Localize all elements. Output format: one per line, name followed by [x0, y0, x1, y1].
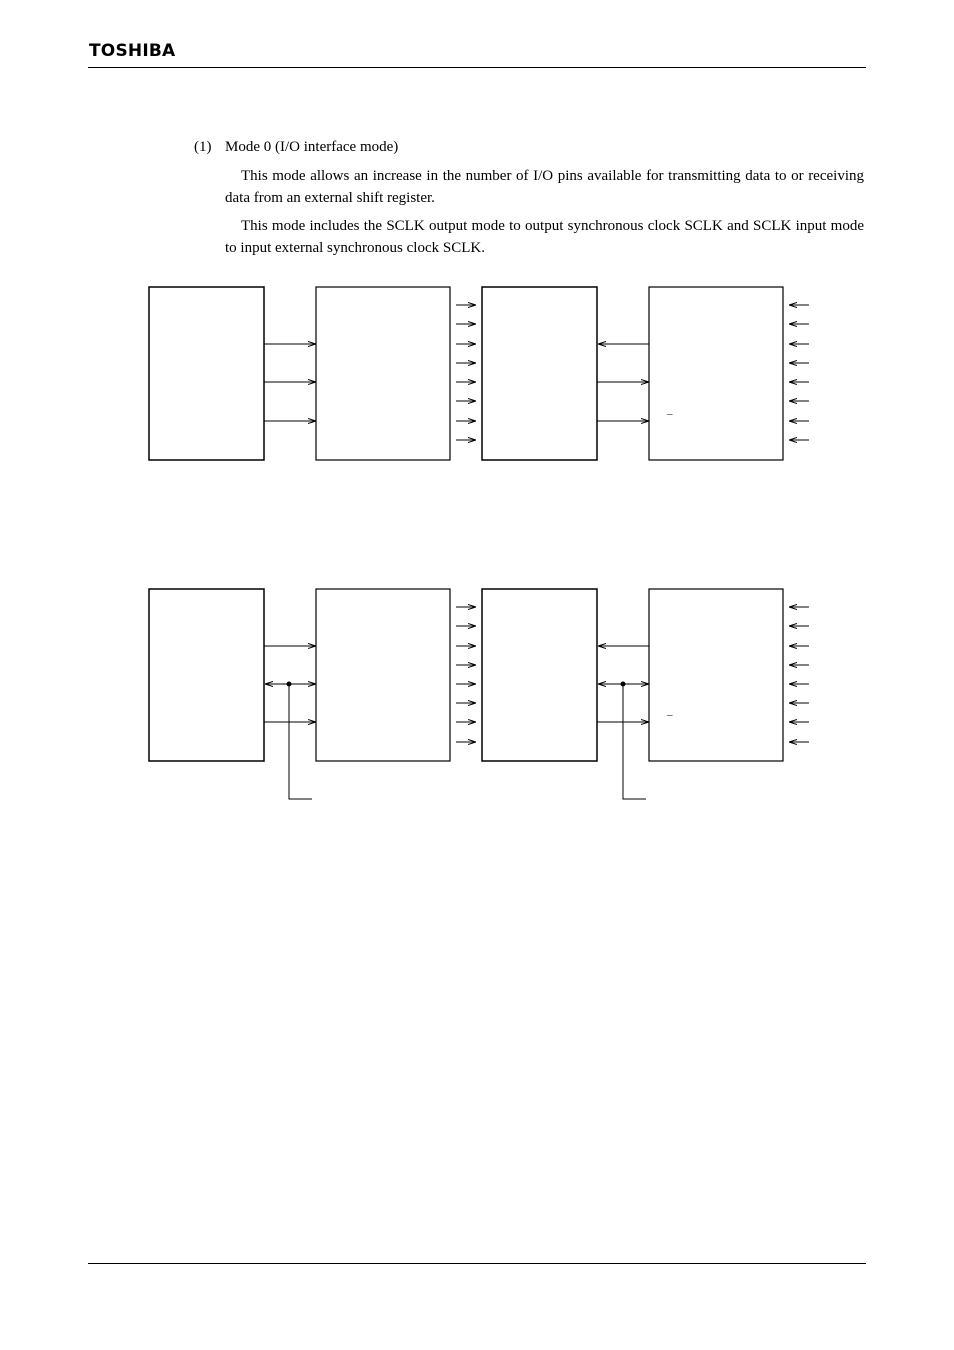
overbar-mark: – [667, 709, 673, 721]
overbar-mark: – [667, 408, 673, 420]
block-rx-controller [649, 589, 783, 761]
block-tx-shift-register [316, 589, 450, 761]
diagram-sclk-output-mode [149, 287, 809, 460]
paragraph-1: This mode allows an increase in the number of I/O pins available for transmitting data to or receiving data from an external shift register. [225, 168, 864, 206]
block-rx-shift-register [482, 287, 597, 460]
junction-dot [287, 682, 292, 687]
parallel-inputs [789, 305, 809, 440]
block-rx-controller [649, 287, 783, 460]
toshiba-logo: TOSHIBA [89, 41, 176, 61]
diagram-sclk-input-mode [149, 589, 809, 799]
section-number: (1) [194, 139, 212, 155]
external-clock-line [623, 684, 646, 799]
block-rx-shift-register [482, 589, 597, 761]
parallel-outputs [456, 607, 476, 742]
paragraph-2: This mode includes the SCLK output mode to output synchronous clock SCLK and SCLK input mode to input external synchronous clock SCLK. [225, 218, 864, 256]
section-title: Mode 0 (I/O interface mode) [225, 139, 399, 155]
block-tx-controller [149, 287, 264, 460]
junction-dot [621, 682, 626, 687]
block-tx-controller [149, 589, 264, 761]
external-clock-line [289, 684, 312, 799]
footer-rule [88, 1263, 866, 1264]
block-tx-shift-register [316, 287, 450, 460]
parallel-outputs [456, 305, 476, 440]
parallel-inputs [789, 607, 809, 742]
